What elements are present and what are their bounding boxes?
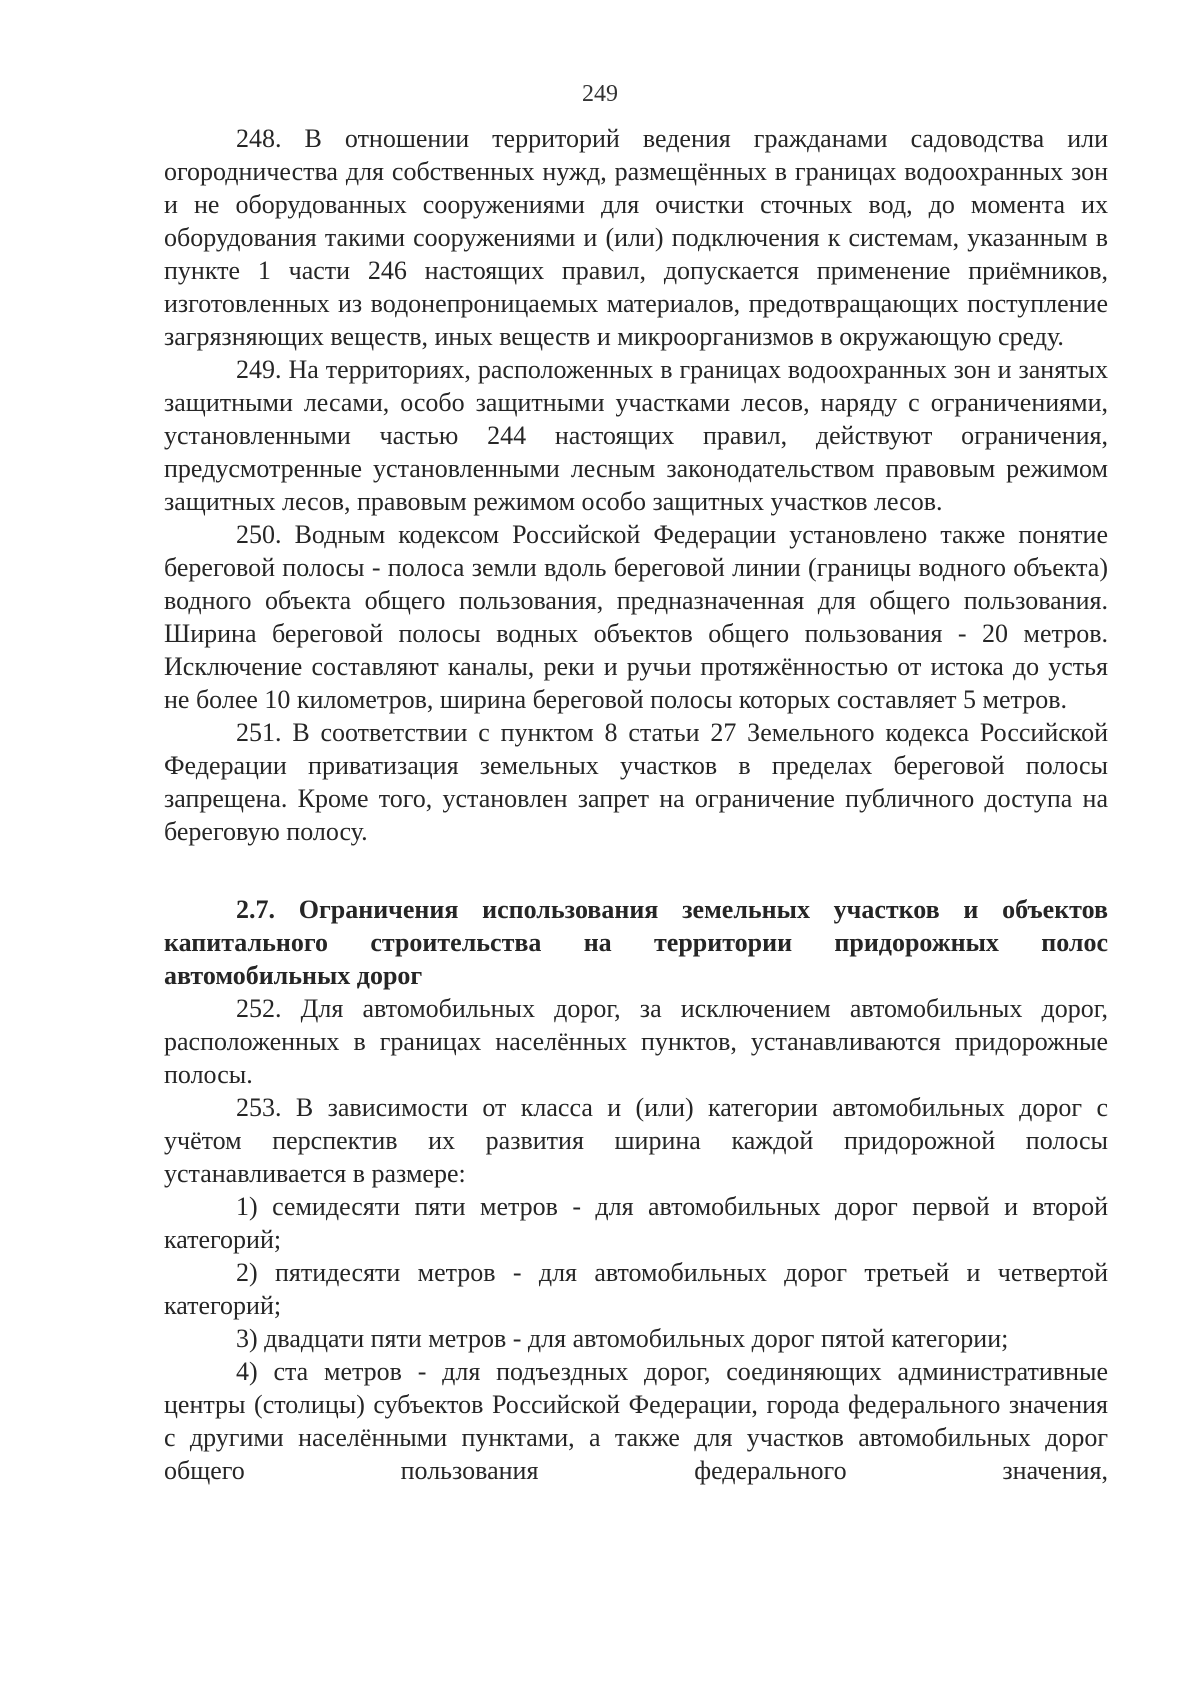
page-number: 249 [582, 81, 618, 107]
paragraph-252: 252. Для автомобильных дорог, за исключением автомобильных дорог, расположенных в границах населённых пунктов, устанавливаются придорожные полосы. [164, 994, 1108, 1089]
list-item-2: 2) пятидесяти метров - для автомобильных дорог третьей и четвертой категорий; [164, 1258, 1108, 1320]
paragraph-250: 250. Водным кодексом Российской Федерации установлено также понятие береговой полосы - полоса земли вдоль береговой линии (границы водного объекта) водного объекта общего пользования, предназначенная для общего пользования. Ширина береговой полосы водных объектов общего пользования - 20 метров. Исключение составляют каналы, реки и ручьи протяжённостью от истока до устья не более 10 километров, ширина береговой полосы которых составляет 5 метров. [164, 520, 1108, 714]
paragraph-253: 253. В зависимости от класса и (или) категории автомобильных дорог с учётом перспектив их развития ширина каждой придорожной полосы устанавливается в размере: [164, 1093, 1108, 1188]
paragraph-249: 249. На территориях, расположенных в границах водоохранных зон и занятых защитными лесами, особо защитными участками лесов, наряду с ограничениями, установленными частью 244 настоящих правил, действуют ограничения, предусмотренные установленными лесным законодательством правовым режимом защитных лесов, правовым режимом особо защитных участков лесов. [164, 355, 1108, 516]
section-spacer [164, 848, 1108, 893]
section-heading-2-7: 2.7. Ограничения использования земельных участков и объектов капитального строительства на территории придорожных полос автомобильных дорог [164, 895, 1108, 990]
paragraph-251: 251. В соответствии с пунктом 8 статьи 27 Земельного кодекса Российской Федерации приватизация земельных участков в пределах береговой полосы запрещена. Кроме того, установлен запрет на ограничение публичного доступа на береговую полосу. [164, 718, 1108, 846]
list-item-3: 3) двадцати пяти метров - для автомобильных дорог пятой категории; [236, 1324, 1009, 1353]
list-item-4: 4) ста метров - для подъездных дорог, соединяющих административные центры (столицы) субъектов Российской Федерации, города федерального значения с другими населёнными пунктами, а также для участков автомобильных дорог общего пользования федерального значения, [164, 1357, 1108, 1485]
document-body [164, 122, 1108, 1487]
list-item-1: 1) семидесяти пяти метров - для автомобильных дорог первой и второй категорий; [164, 1192, 1108, 1254]
paragraph-248: 248. В отношении территорий ведения гражданами садоводства или огородничества для собственных нужд, размещённых в границах водоохранных зон и не оборудованных сооружениями для очистки сточных вод, до момента их оборудования такими сооружениями и (или) подключения к системам, указанным в пункте 1 части 246 настоящих правил, допускается применение приёмников, изготовленных из водонепроницаемых материалов, предотвращающих поступление загрязняющих веществ, иных веществ и микроорганизмов в окружающую среду. [164, 124, 1108, 351]
